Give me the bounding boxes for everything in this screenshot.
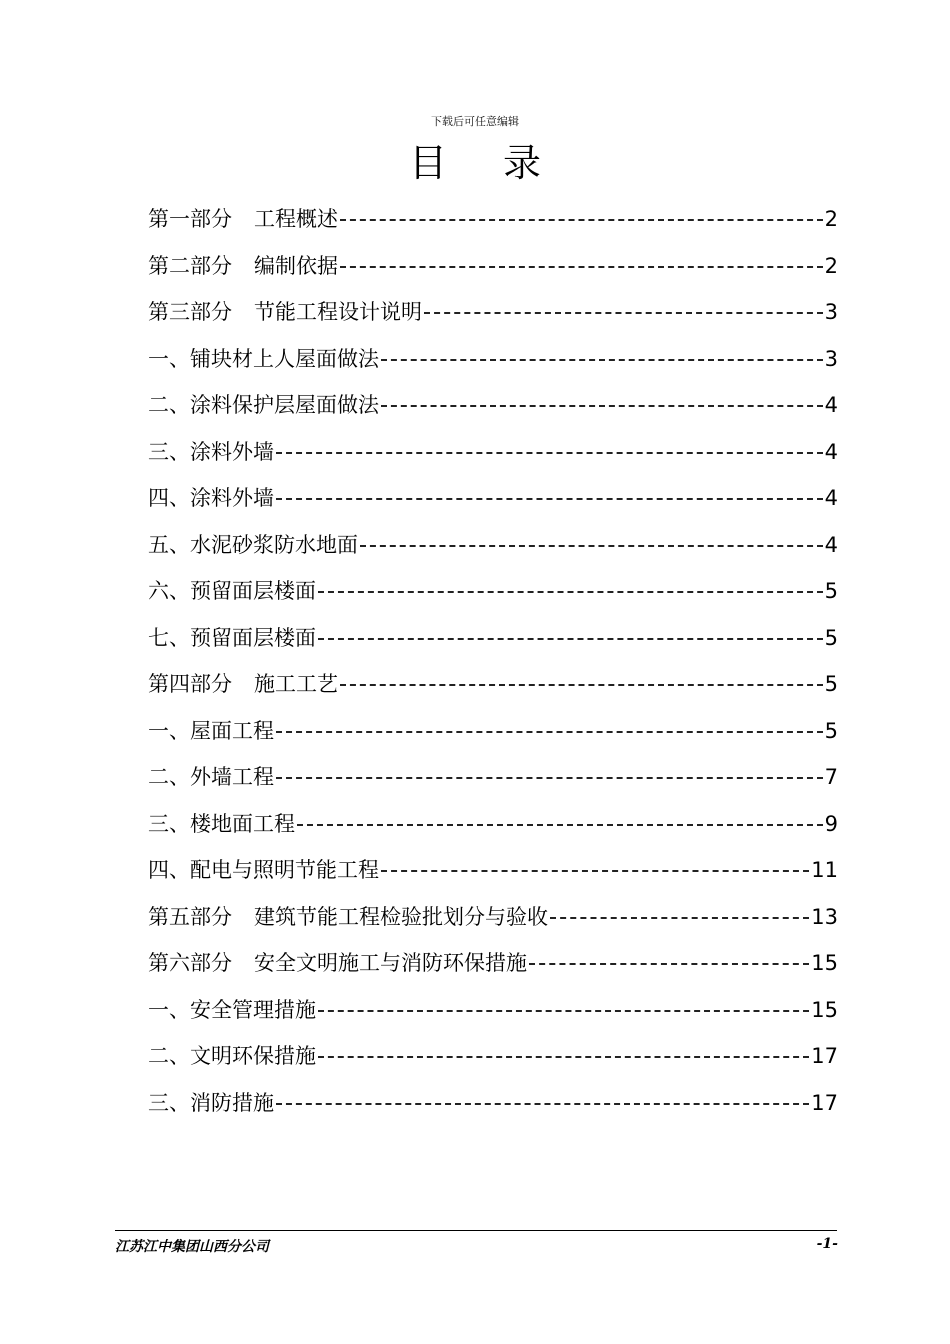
toc-entry[interactable] — [148, 382, 838, 429]
toc-entry-title: 六、预留面层楼面 — [148, 579, 316, 603]
toc-entry-page: 4 — [824, 439, 838, 464]
toc-entry-label — [148, 1080, 274, 1127]
toc-entry-title: 四、配电与照明节能工程 — [148, 858, 379, 882]
toc-entry[interactable] — [148, 568, 838, 615]
toc-entry-label — [148, 801, 295, 848]
toc-entry-title: 二、涂料保护层屋面做法 — [148, 393, 379, 417]
toc-entry-page: 5 — [824, 718, 838, 743]
toc-entry[interactable] — [148, 894, 838, 941]
toc-entry-label — [148, 615, 316, 662]
toc-leader-dashes — [276, 498, 823, 500]
toc-leader-dashes — [529, 963, 809, 965]
toc-entry-title: 五、水泥砂浆防水地面 — [148, 532, 358, 557]
toc-entry-page: 17 — [811, 1090, 838, 1115]
toc-entry-title: 工程概述 — [254, 207, 338, 231]
toc-entry[interactable] — [148, 243, 838, 290]
toc-leader-dashes — [424, 312, 823, 314]
toc-entry-page: 5 — [824, 579, 838, 603]
toc-entry-title: 二、外墙工程 — [148, 765, 274, 789]
toc-entry-label — [148, 847, 379, 894]
toc-entry-title: 一、铺块材上人屋面做法 — [148, 346, 379, 371]
toc-entry-page: 11 — [811, 858, 838, 882]
toc-entry[interactable] — [148, 661, 838, 708]
toc-entry-title: 四、涂料外墙 — [148, 486, 274, 510]
toc-entry-title: 一、屋面工程 — [148, 718, 274, 743]
toc-entry[interactable] — [148, 1080, 838, 1127]
toc-leader-dashes — [340, 684, 823, 686]
page-title — [0, 132, 950, 187]
toc-entry-page: 15 — [811, 997, 838, 1022]
toc-entry-label — [148, 1033, 316, 1080]
toc-list — [148, 196, 838, 1126]
toc-entry-part: 第一部分 — [148, 207, 232, 231]
toc-entry[interactable] — [148, 289, 838, 336]
toc-entry[interactable] — [148, 1033, 838, 1080]
toc-entry-title: 安全文明施工与消防环保措施 — [254, 951, 527, 975]
toc-entry[interactable] — [148, 940, 838, 987]
toc-leader-dashes — [381, 359, 823, 361]
toc-entry-page: 4 — [824, 532, 838, 557]
toc-entry[interactable] — [148, 522, 838, 569]
toc-entry[interactable] — [148, 196, 838, 243]
toc-entry-label — [148, 243, 338, 290]
toc-leader-dashes — [318, 1056, 809, 1058]
toc-entry-page: 4 — [824, 486, 838, 510]
toc-entry-part: 第二部分 — [148, 253, 232, 278]
toc-leader-dashes — [276, 777, 823, 779]
header-note: 下载后可任意编辑 — [431, 115, 519, 128]
toc-entry-page: 3 — [824, 346, 838, 371]
toc-entry-title: 编制依据 — [254, 253, 338, 278]
toc-entry-title: 三、消防措施 — [148, 1090, 274, 1115]
toc-entry-label — [148, 754, 274, 801]
toc-entry[interactable] — [148, 615, 838, 662]
toc-leader-dashes — [360, 545, 823, 547]
toc-entry-label — [148, 522, 358, 569]
toc-entry-label — [148, 894, 548, 941]
toc-entry-label — [148, 289, 422, 336]
toc-entry-page: 13 — [811, 904, 838, 929]
toc-entry-page: 15 — [811, 951, 838, 975]
toc-entry-label — [148, 382, 379, 429]
toc-entry-label — [148, 196, 338, 243]
toc-entry-part: 第五部分 — [148, 904, 232, 929]
footer-page-number: -1- — [816, 1236, 838, 1252]
toc-leader-dashes — [318, 1010, 809, 1012]
toc-leader-dashes — [550, 917, 809, 919]
toc-entry-title: 七、预留面层楼面 — [148, 625, 316, 650]
toc-entry-part: 第六部分 — [148, 951, 232, 975]
toc-entry-page: 2 — [824, 207, 838, 231]
toc-entry[interactable] — [148, 429, 838, 476]
toc-entry-title: 施工工艺 — [254, 672, 338, 696]
toc-entry-title: 三、楼地面工程 — [148, 811, 295, 836]
toc-leader-dashes — [381, 405, 823, 407]
toc-leader-dashes — [340, 266, 823, 268]
toc-entry-label — [148, 336, 379, 383]
toc-entry-label — [148, 708, 274, 755]
toc-leader-dashes — [297, 824, 823, 826]
toc-leader-dashes — [276, 1103, 809, 1105]
toc-entry-label — [148, 475, 274, 522]
toc-entry-title: 节能工程设计说明 — [254, 300, 422, 324]
title-right-char: 录 — [503, 141, 542, 185]
toc-entry-page: 5 — [824, 672, 838, 696]
title-left-char: 目 — [408, 141, 447, 185]
toc-entry[interactable] — [148, 475, 838, 522]
toc-entry[interactable] — [148, 987, 838, 1034]
toc-entry[interactable] — [148, 801, 838, 848]
toc-entry-part: 第三部分 — [148, 300, 232, 324]
toc-entry-page: 17 — [811, 1044, 838, 1068]
toc-leader-dashes — [381, 870, 809, 872]
toc-leader-dashes — [318, 638, 823, 640]
footer-divider — [115, 1230, 837, 1231]
toc-entry-title: 二、文明环保措施 — [148, 1044, 316, 1068]
toc-entry-page: 3 — [824, 300, 838, 324]
toc-entry-label — [148, 940, 527, 987]
toc-entry-page: 2 — [824, 253, 838, 278]
toc-entry-label — [148, 568, 316, 615]
toc-entry-label — [148, 429, 274, 476]
toc-entry-title: 三、涂料外墙 — [148, 439, 274, 464]
toc-leader-dashes — [276, 452, 823, 454]
toc-entry-label — [148, 661, 338, 708]
toc-entry[interactable] — [148, 708, 838, 755]
toc-entry-page: 4 — [824, 393, 838, 417]
toc-entry[interactable] — [148, 847, 838, 894]
toc-entry-title: 一、安全管理措施 — [148, 997, 316, 1022]
footer-company: 江苏江中集团山西分公司 — [115, 1239, 269, 1255]
toc-entry-title: 建筑节能工程检验批划分与验收 — [254, 904, 548, 929]
toc-entry[interactable] — [148, 336, 838, 383]
toc-entry[interactable] — [148, 754, 838, 801]
toc-entry-page: 9 — [824, 811, 838, 836]
toc-leader-dashes — [276, 731, 823, 733]
toc-leader-dashes — [340, 219, 823, 221]
toc-entry-label — [148, 987, 316, 1034]
toc-entry-page: 7 — [824, 765, 838, 789]
toc-leader-dashes — [318, 591, 823, 593]
toc-entry-page: 5 — [824, 625, 838, 650]
toc-entry-part: 第四部分 — [148, 672, 232, 696]
